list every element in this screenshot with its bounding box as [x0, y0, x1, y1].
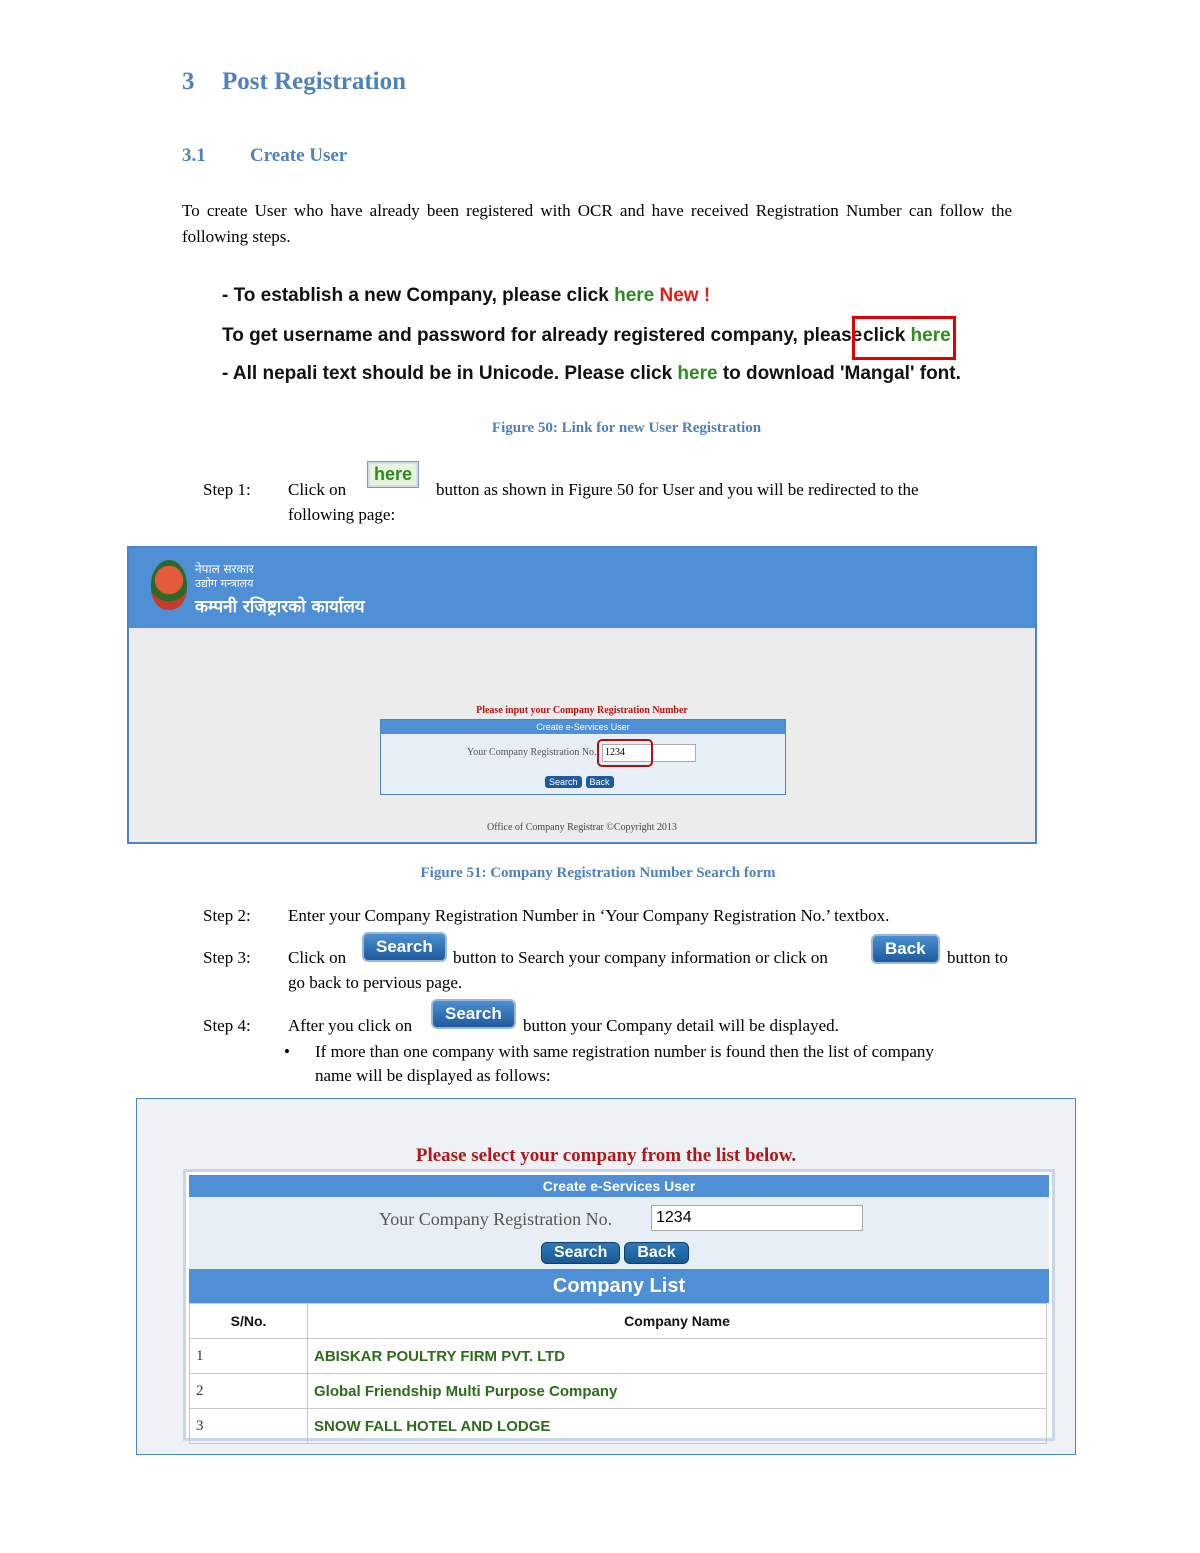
step-4-label: Step 4:: [203, 1016, 251, 1035]
link-line-font: [222, 363, 961, 385]
reg-no-label: Your Company Registration No.: [467, 747, 597, 758]
table-row[interactable]: [190, 1409, 1047, 1444]
input-prompt: Please input your Company Registration Number: [476, 705, 688, 716]
here-link-new[interactable]: here: [614, 285, 655, 306]
back-button-image: Back: [871, 934, 940, 964]
search-button-2[interactable]: Search: [541, 1242, 620, 1264]
link-line-2-text: To get username and password for already registered company, please: [222, 325, 863, 346]
section-title: Post Registration: [222, 68, 406, 95]
figure-51-caption: Figure 51: Company Registration Number Search form: [420, 865, 776, 881]
new-badge: New !: [659, 285, 711, 306]
step-3-click-on: Click on: [288, 948, 347, 967]
back-button-small[interactable]: Back: [586, 776, 614, 788]
section-heading: [182, 68, 406, 96]
link-line-3-suffix: to download 'Mangal' font.: [717, 363, 961, 384]
step-3-end: button to: [947, 948, 1008, 967]
link-line-1-text: - To establish a new Company, please click: [222, 285, 615, 306]
search-button-image-2: Search: [431, 999, 516, 1029]
here-link-user: here: [910, 325, 951, 346]
registration-search-screenshot: [127, 546, 1037, 844]
table-row[interactable]: [190, 1339, 1047, 1374]
link-line-username: [222, 325, 862, 347]
step-4-text: button your Company detail will be displayed.: [523, 1016, 839, 1035]
reg-no-input[interactable]: 1234: [602, 744, 696, 762]
col-name-header: Company Name: [308, 1304, 1047, 1339]
step-1-click-on: Click on: [288, 480, 347, 499]
row-company-name[interactable]: Global Friendship Multi Purpose Company: [308, 1374, 1047, 1409]
company-table: [189, 1303, 1047, 1444]
select-prompt: Please select your company from the list below.: [415, 1145, 797, 1166]
row-sn: 3: [190, 1409, 308, 1444]
row-sn: 1: [190, 1339, 308, 1374]
step-2-label: Step 2:: [203, 906, 251, 925]
click-here-link[interactable]: [863, 325, 951, 347]
input-highlight: [597, 739, 653, 767]
here-button-image: here: [367, 461, 419, 488]
step-1-text-2: following page:: [288, 505, 396, 524]
row-sn: 2: [190, 1374, 308, 1409]
step-1-label: Step 1:: [203, 480, 251, 499]
ocr-banner: [129, 548, 1035, 628]
intro-paragraph: To create User who have already been registered with OCR and have received Registration Number can follow the following steps.: [182, 201, 1012, 246]
nepal-emblem-icon: [151, 560, 187, 610]
step-4-after: After you click on: [288, 1016, 413, 1035]
company-panel: [183, 1169, 1055, 1441]
subsection-number: 3.1: [182, 145, 206, 166]
company-list-screenshot: [136, 1098, 1076, 1455]
bullet-dot: •: [284, 1042, 290, 1061]
link-line-3-text: - All nepali text should be in Unicode. Please click: [222, 363, 678, 384]
step-1-text: button as shown in Figure 50 for User and you will be redirected to the: [436, 480, 919, 499]
step-4-bullet: If more than one company with same registration number is found then the list of company: [315, 1042, 934, 1061]
table-row[interactable]: [190, 1374, 1047, 1409]
step-3-mid: button to Search your company information or click on: [453, 948, 828, 967]
subsection-heading: [182, 145, 347, 167]
step-3-text-2: go back to pervious page.: [288, 973, 463, 992]
click-text: click: [863, 325, 911, 346]
reg-no-label-2: Your Company Registration No.: [379, 1209, 613, 1229]
copyright-footer: Office of Company Registrar ©Copyright 2013: [487, 822, 677, 833]
search-panel: [380, 719, 786, 795]
link-line-new-company: [222, 285, 710, 307]
search-button-small[interactable]: Search: [545, 776, 582, 788]
company-list-title: Company List: [189, 1269, 1049, 1303]
step-2-text: Enter your Company Registration Number in ‘Your Company Registration No.’ textbox.: [288, 906, 890, 925]
gov-line-1: नेपाल सरकार: [195, 562, 254, 576]
step-4-bullet-2: name will be displayed as follows:: [315, 1066, 551, 1085]
col-sn-header: S/No.: [190, 1304, 308, 1339]
search-button-image: Search: [362, 932, 447, 962]
row-company-name[interactable]: SNOW FALL HOTEL AND LODGE: [308, 1409, 1047, 1444]
here-link-font[interactable]: here: [677, 363, 718, 384]
reg-no-input-2[interactable]: 1234: [651, 1205, 863, 1231]
step-3-label: Step 3:: [203, 948, 251, 967]
gov-line-3: कम्पनी रजिष्ट्रारको कार्यालय: [195, 597, 365, 617]
figure-50-caption: Figure 50: Link for new User Registration: [491, 420, 762, 436]
back-button-2[interactable]: Back: [624, 1242, 688, 1264]
table-header-row: [190, 1304, 1047, 1339]
gov-line-2: उद्योग मन्त्रालय: [195, 577, 254, 590]
panel-title: Create e-Services User: [381, 720, 785, 734]
panel-title-2: Create e-Services User: [189, 1175, 1049, 1197]
row-company-name[interactable]: ABISKAR POULTRY FIRM PVT. LTD: [308, 1339, 1047, 1374]
section-number: 3: [182, 68, 195, 95]
search-area: [189, 1197, 1049, 1269]
subsection-title: Create User: [250, 145, 348, 166]
